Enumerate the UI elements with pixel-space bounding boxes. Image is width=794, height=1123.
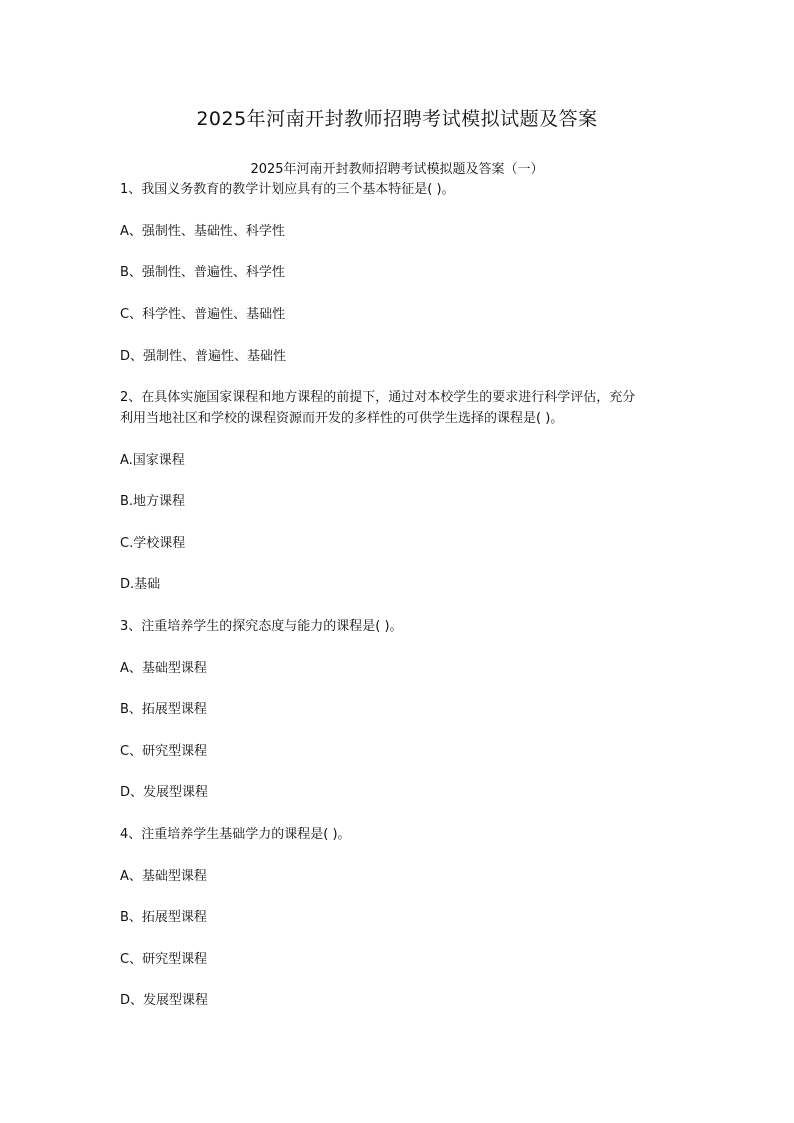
question-2-option-a: A.国家课程 bbox=[120, 453, 185, 468]
section-subtitle: 2025年河南开封教师招聘考试模拟题及答案（一） bbox=[250, 162, 544, 177]
question-4-option-d: D、发展型课程 bbox=[120, 993, 209, 1008]
question-2-option-d: D.基础 bbox=[120, 577, 161, 592]
question-1-stem: 1、我国义务教育的教学计划应具有的三个基本特征是( )。 bbox=[120, 182, 455, 197]
question-1-option-a: A、强制性、基础性、科学性 bbox=[120, 224, 285, 239]
question-4-option-a: A、基础型课程 bbox=[120, 869, 207, 884]
question-3-stem: 3、注重培养学生的探究态度与能力的课程是( )。 bbox=[120, 619, 403, 634]
question-3-option-c: C、研究型课程 bbox=[120, 744, 208, 759]
document-title: 2025年河南开封教师招聘考试模拟试题及答案 bbox=[196, 108, 598, 130]
question-2-stem-line-1: 2、在具体实施国家课程和地方课程的前提下，通过对本校学生的要求进行科学评估，充分 bbox=[120, 390, 636, 405]
question-3-option-b: B、拓展型课程 bbox=[120, 702, 207, 717]
question-4-stem: 4、注重培养学生基础学力的课程是( )。 bbox=[120, 827, 351, 842]
question-2-option-c: C.学校课程 bbox=[120, 536, 186, 551]
question-1-option-c: C、科学性、普遍性、基础性 bbox=[120, 307, 286, 322]
question-1-option-d: D、强制性、普遍性、基础性 bbox=[120, 349, 287, 364]
question-1-option-b: B、强制性、普遍性、科学性 bbox=[120, 265, 285, 280]
question-4-option-c: C、研究型课程 bbox=[120, 952, 208, 967]
question-3-option-a: A、基础型课程 bbox=[120, 661, 207, 676]
question-2-option-b: B.地方课程 bbox=[120, 494, 186, 509]
question-2-stem-line-2: 利用当地社区和学校的课程资源而开发的多样性的可供学生选择的课程是( )。 bbox=[120, 411, 564, 426]
question-3-option-d: D、发展型课程 bbox=[120, 785, 209, 800]
question-4-option-b: B、拓展型课程 bbox=[120, 910, 207, 925]
